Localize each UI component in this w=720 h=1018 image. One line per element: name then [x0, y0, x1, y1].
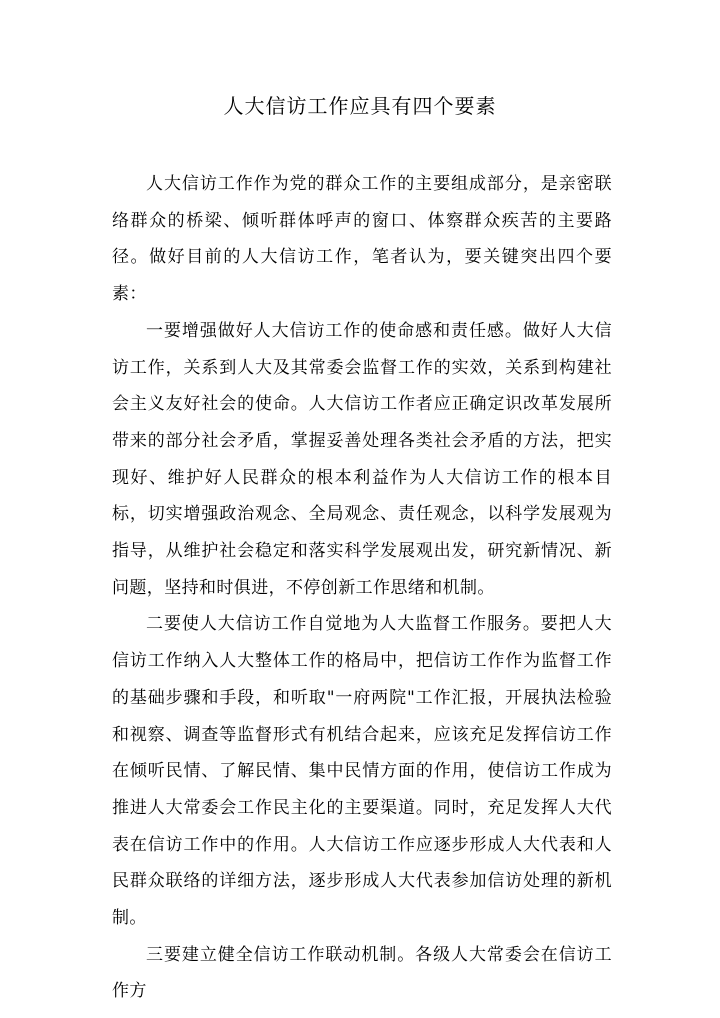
paragraph-intro: 人大信访工作作为党的群众工作的主要组成部分，是亲密联络群众的桥梁、倾听群体呼声的窗口、体察群众疾苦的主要路径。做好目前的人大信访工作，笔者认为，要关键突出四个要素：: [112, 174, 612, 305]
paragraph-point-three: 三要建立健全信访工作联动机制。各级人大常委会在信访工作方: [112, 944, 612, 1002]
document-body: [112, 166, 612, 1010]
paragraph-point-two: 二要使人大信访工作自觉地为人大监督工作服务。要把人大信访工作纳入人大整体工作的格局中，把信访工作作为监督工作的基础步骤和手段，和听取"一府两院"工作汇报，开展执法检验和视察、调查等监督形式有机结合起来，应该充足发挥信访工作在倾听民情、了解民情、集中民情方面的作用，使信访工作成为推进人大常委会工作民主化的主要渠道。同时，充足发挥人大代表在信访工作中的作用。人大信访工作应逐步形成人大代表和人民群众联络的详细方法，逐步形成人大代表参加信访处理的新机制。: [112, 614, 612, 929]
document-title: 人大信访工作应具有四个要素: [223, 94, 497, 118]
paragraph-point-one: 一要增强做好人大信访工作的使命感和责任感。做好人大信访工作，关系到人大及其常委会监督工作的实效，关系到构建社会主义友好社会的使命。人大信访工作者应正确定识改革发展所带来的部分社会矛盾，掌握妥善处理各类社会矛盾的方法，把实现好、维护好人民群众的根本利益作为人大信访工作的根本目标，切实增强政治观念、全局观念、责任观念，以科学发展观为指导，从维护社会稳定和落实科学发展观出发，研究新情况、新问题，坚持和时俱进，不停创新工作思绪和机制。: [112, 320, 612, 598]
